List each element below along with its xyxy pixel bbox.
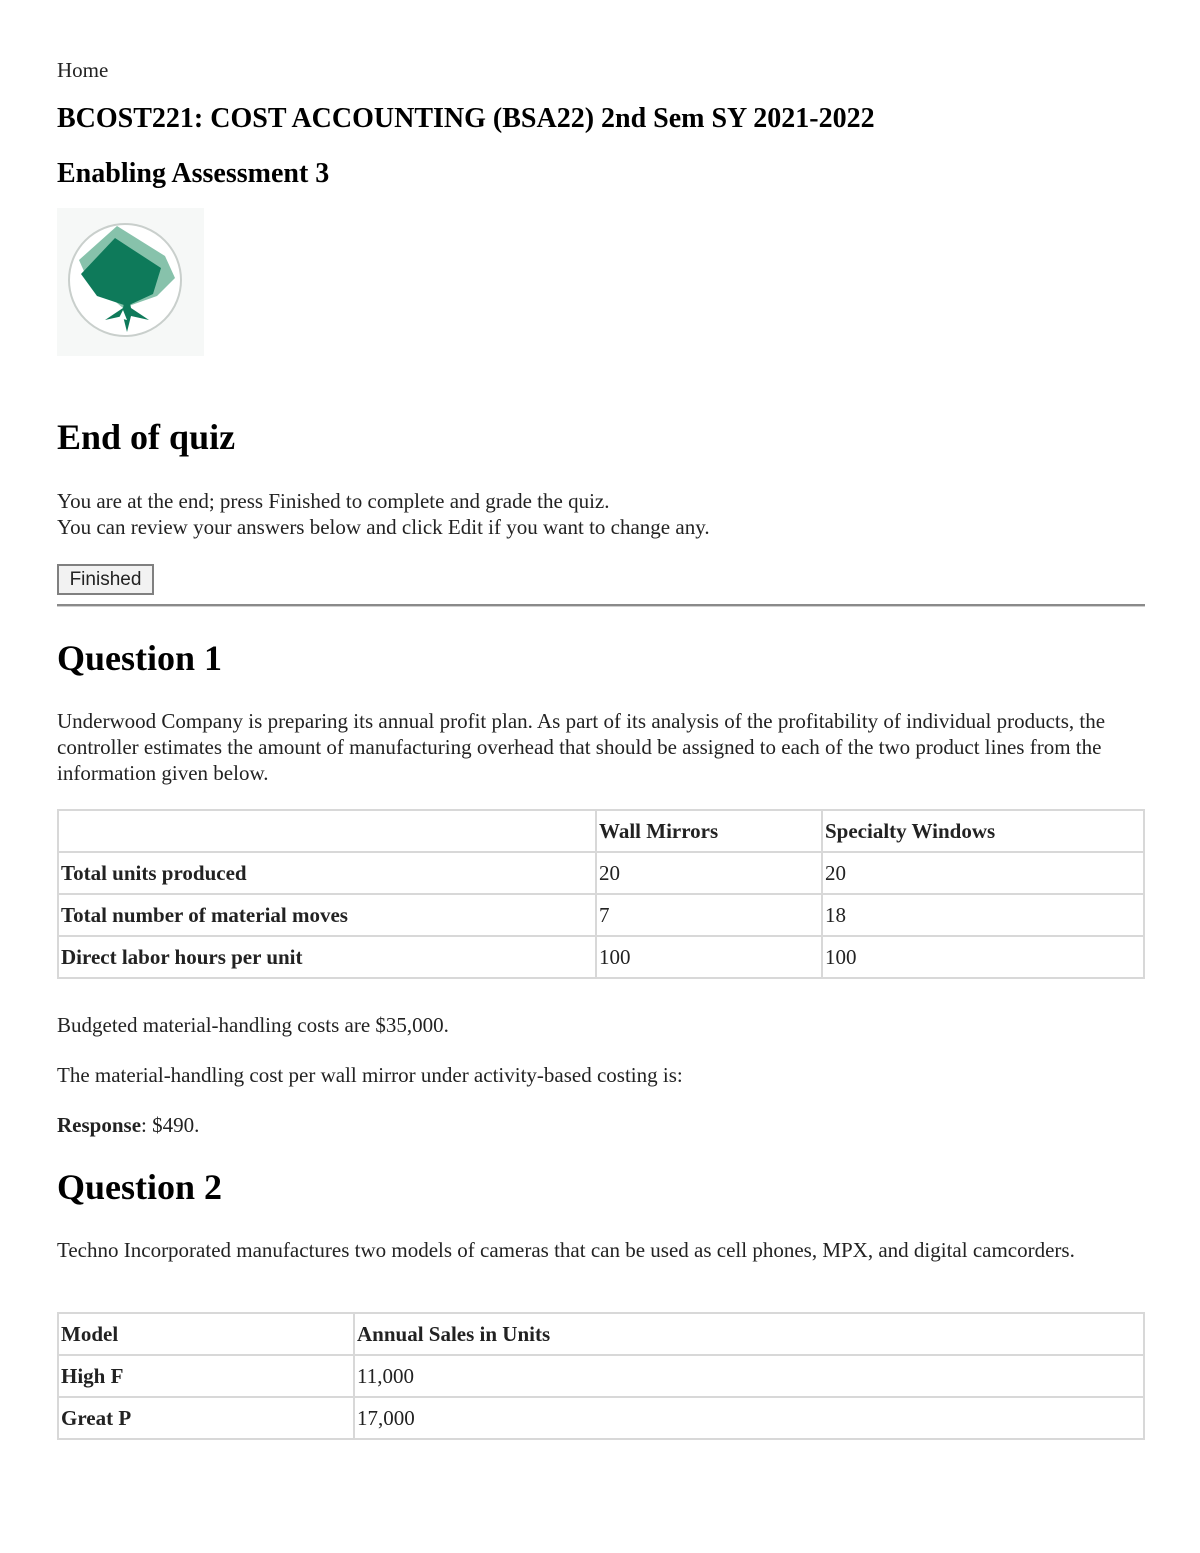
question-1-text: Underwood Company is preparing its annual profit plan. As part of its analysis of the profitability of individual products, the controller estimates the amount of manufacturing overhead that should be assigned to each of the two product lines from the information given below. xyxy=(57,709,1106,785)
question-1-heading: Question 1 xyxy=(57,638,223,678)
table-header-row xyxy=(58,810,1144,852)
table-cell: 20 xyxy=(596,852,822,894)
question-1-table xyxy=(57,809,1145,979)
question-1-budget-text: Budgeted material-handling costs are $35,000. xyxy=(57,1013,449,1037)
table-row xyxy=(58,1355,1144,1397)
table-row xyxy=(58,852,1144,894)
table-header-cell: Wall Mirrors xyxy=(596,810,822,852)
instruction-line-1: You are at the end; press Finished to complete and grade the quiz. xyxy=(57,489,610,513)
breadcrumb-home-link[interactable]: Home xyxy=(57,58,109,82)
table-cell: 100 xyxy=(596,936,822,978)
table-row xyxy=(58,894,1144,936)
response-value: : $490. xyxy=(141,1113,200,1137)
table-header-row xyxy=(58,1313,1144,1355)
question-1-response xyxy=(57,1112,1145,1138)
table-row-label: Total units produced xyxy=(58,852,596,894)
table-row-label: Direct labor hours per unit xyxy=(58,936,596,978)
table-row xyxy=(58,936,1144,978)
table-row xyxy=(58,1397,1144,1439)
table-header-cell: Model xyxy=(58,1313,354,1355)
instruction-line-2: You can review your answers below and click Edit if you want to change any. xyxy=(57,515,710,539)
section-divider xyxy=(57,604,1145,607)
quiz-title: Enabling Assessment 3 xyxy=(57,158,330,189)
table-header-cell: Annual Sales in Units xyxy=(354,1313,1144,1355)
table-header-cell: Specialty Windows xyxy=(822,810,1144,852)
table-row-label: Total number of material moves xyxy=(58,894,596,936)
question-2-text: Techno Incorporated manufactures two models of cameras that can be used as cell phones, MPX, and digital camcorders. xyxy=(57,1238,1075,1262)
response-label: Response xyxy=(57,1113,142,1137)
table-cell: 11,000 xyxy=(354,1355,1144,1397)
table-cell: 17,000 xyxy=(354,1397,1144,1439)
school-logo-icon xyxy=(57,208,204,356)
end-of-quiz-heading: End of quiz xyxy=(57,417,236,457)
question-2-heading: Question 2 xyxy=(57,1167,223,1207)
end-of-quiz-instructions xyxy=(57,488,710,540)
question-2-table xyxy=(57,1312,1145,1440)
table-header-cell xyxy=(58,810,596,852)
table-cell: 18 xyxy=(822,894,1144,936)
table-cell: 7 xyxy=(596,894,822,936)
table-cell: 20 xyxy=(822,852,1144,894)
finished-button[interactable]: Finished xyxy=(57,564,154,595)
table-row-label: High F xyxy=(58,1355,354,1397)
table-cell: 100 xyxy=(822,936,1144,978)
breadcrumb xyxy=(57,58,108,82)
course-title: BCOST221: COST ACCOUNTING (BSA22) 2nd Sem SY 2021-2022 xyxy=(57,103,875,134)
question-1-prompt: The material-handling cost per wall mirror under activity-based costing is: xyxy=(57,1063,683,1087)
table-row-label: Great P xyxy=(58,1397,354,1439)
